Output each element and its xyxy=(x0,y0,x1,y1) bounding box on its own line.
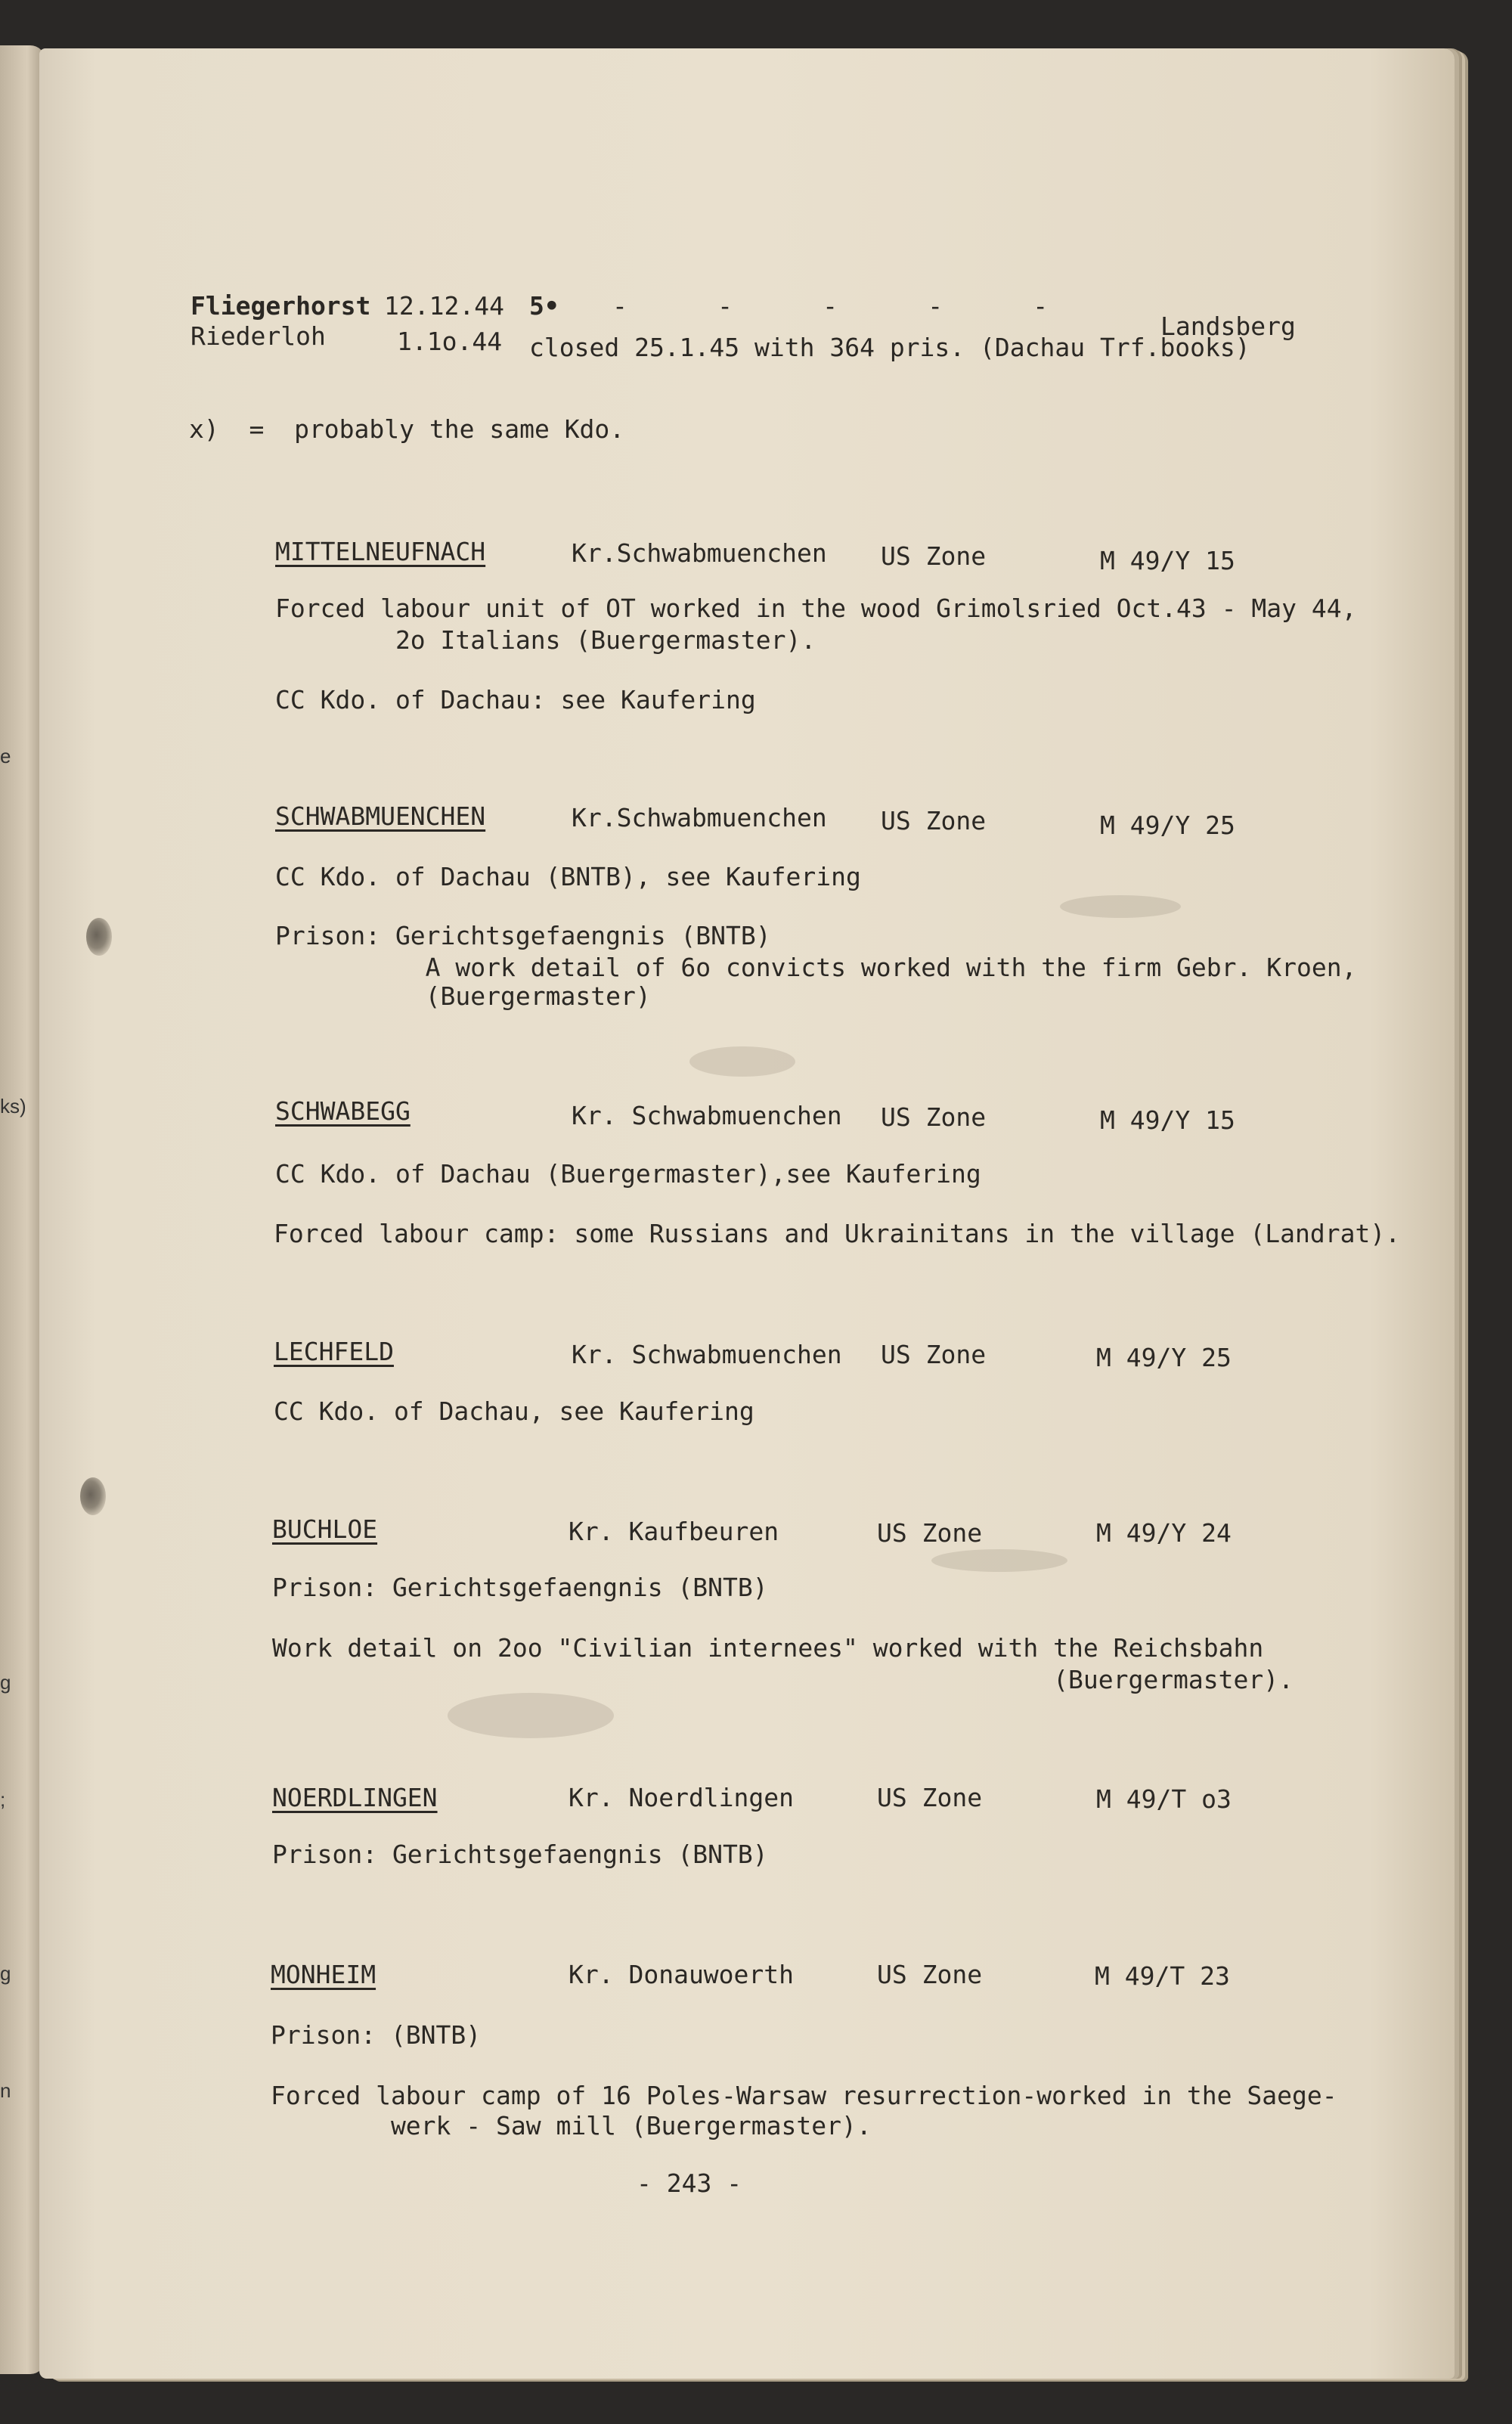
entry-line: Prison: Gerichtsgefaengnis (BNTB) xyxy=(272,1840,768,1869)
entry-kreis: Kr. Noerdlingen xyxy=(569,1783,795,1812)
facing-page-edge xyxy=(0,45,45,2374)
camp-date: 12.12.44 xyxy=(384,291,504,321)
entry-line: Forced labour unit of OT worked in the wood Grimolsried Oct.43 - May 44, xyxy=(275,594,1357,623)
smudge xyxy=(448,1693,614,1738)
smudge xyxy=(689,1046,795,1077)
entry-zone: US Zone xyxy=(881,541,987,571)
entry-reference: M 49/Y 15 xyxy=(1100,1105,1235,1135)
entry-zone: US Zone xyxy=(877,1960,983,1989)
entry-zone: US Zone xyxy=(881,1340,987,1369)
entry-line: CC Kdo. of Dachau: see Kaufering xyxy=(275,685,756,714)
edge-text: n xyxy=(0,2079,11,2102)
entry-line: A work detail of 6o convicts worked with the firm Gebr. Kroen, xyxy=(275,953,1357,982)
entry-line: CC Kdo. of Dachau (BNTB), see Kaufering xyxy=(275,862,861,891)
entry-line: Prison: (BNTB) xyxy=(271,2020,482,2050)
entry-line: Prison: Gerichtsgefaengnis (BNTB) xyxy=(272,1573,768,1602)
entry-reference: M 49/Y 24 xyxy=(1096,1518,1232,1548)
entry-line: Forced labour camp: some Russians and Ukrainitans in the village (Landrat). xyxy=(274,1219,1401,1248)
entry-reference: M 49/Y 15 xyxy=(1100,546,1235,575)
punch-hole xyxy=(80,1477,106,1515)
entry-line: 2o Italians (Buergermaster). xyxy=(275,625,816,655)
entry-zone: US Zone xyxy=(881,1102,987,1132)
camp-date: 1.1o.44 xyxy=(397,327,503,356)
entry-name: BUCHLOE xyxy=(272,1514,378,1544)
edge-text: ks) xyxy=(0,1095,26,1117)
camp-place: Landsberg xyxy=(1160,312,1296,341)
entry-reference: M 49/Y 25 xyxy=(1100,811,1235,840)
entry-reference: M 49/T o3 xyxy=(1096,1784,1232,1814)
entry-kreis: Kr.Schwabmuenchen xyxy=(572,538,827,568)
edge-text: g xyxy=(0,1962,11,1985)
entry-line: werk - Saw mill (Buergermaster). xyxy=(271,2111,872,2140)
entry-line: Work detail on 2oo "Civilian internees" worked with the Reichsbahn xyxy=(272,1633,1264,1663)
edge-text: g xyxy=(0,1671,11,1694)
entry-kreis: Kr. Schwabmuenchen xyxy=(572,1340,842,1369)
smudge xyxy=(1060,895,1181,918)
entry-name: SCHWABMUENCHEN xyxy=(275,801,486,831)
entry-name: NOERDLINGEN xyxy=(272,1783,438,1812)
camp-number: 5• xyxy=(529,291,559,321)
entry-line: (Buergermaster). xyxy=(272,1665,1294,1694)
entry-line: Prison: Gerichtsgefaengnis (BNTB) xyxy=(275,921,771,950)
entry-name: MONHEIM xyxy=(271,1960,376,1989)
entry-kreis: Kr. Schwabmuenchen xyxy=(572,1101,842,1130)
entry-line: Forced labour camp of 16 Poles-Warsaw resurrection-worked in the Saege- xyxy=(271,2081,1337,2110)
edge-text: e xyxy=(0,745,11,767)
document-page xyxy=(39,48,1455,2379)
camp-name: Riederloh xyxy=(191,321,326,351)
entry-zone: US Zone xyxy=(881,806,987,835)
entry-line: (Buergermaster) xyxy=(275,981,651,1011)
camp-name: Fliegerhorst xyxy=(191,291,371,321)
entry-reference: M 49/T 23 xyxy=(1095,1961,1230,1991)
entry-name: LECHFELD xyxy=(274,1337,394,1366)
page-number: - 243 - xyxy=(637,2168,742,2198)
edge-text: ; xyxy=(0,1788,6,1811)
dashes: - - - - - xyxy=(612,291,1049,321)
entry-kreis: Kr. Donauwoerth xyxy=(569,1960,795,1989)
camp-note: closed 25.1.45 with 364 pris. (Dachau Trf.books) xyxy=(529,333,1250,362)
punch-hole xyxy=(86,918,112,956)
smudge xyxy=(931,1549,1067,1572)
entry-line: CC Kdo. of Dachau (Buergermaster),see Kaufering xyxy=(275,1159,981,1189)
entry-line: CC Kdo. of Dachau, see Kaufering xyxy=(274,1396,754,1426)
entry-kreis: Kr. Kaufbeuren xyxy=(569,1517,779,1546)
entry-zone: US Zone xyxy=(877,1783,983,1812)
entry-name: MITTELNEUFNACH xyxy=(275,537,486,566)
entry-kreis: Kr.Schwabmuenchen xyxy=(572,803,827,832)
entry-name: SCHWABEGG xyxy=(275,1096,411,1126)
footnote: x) = probably the same Kdo. xyxy=(189,414,625,444)
entry-zone: US Zone xyxy=(877,1518,983,1548)
entry-reference: M 49/Y 25 xyxy=(1096,1343,1232,1372)
